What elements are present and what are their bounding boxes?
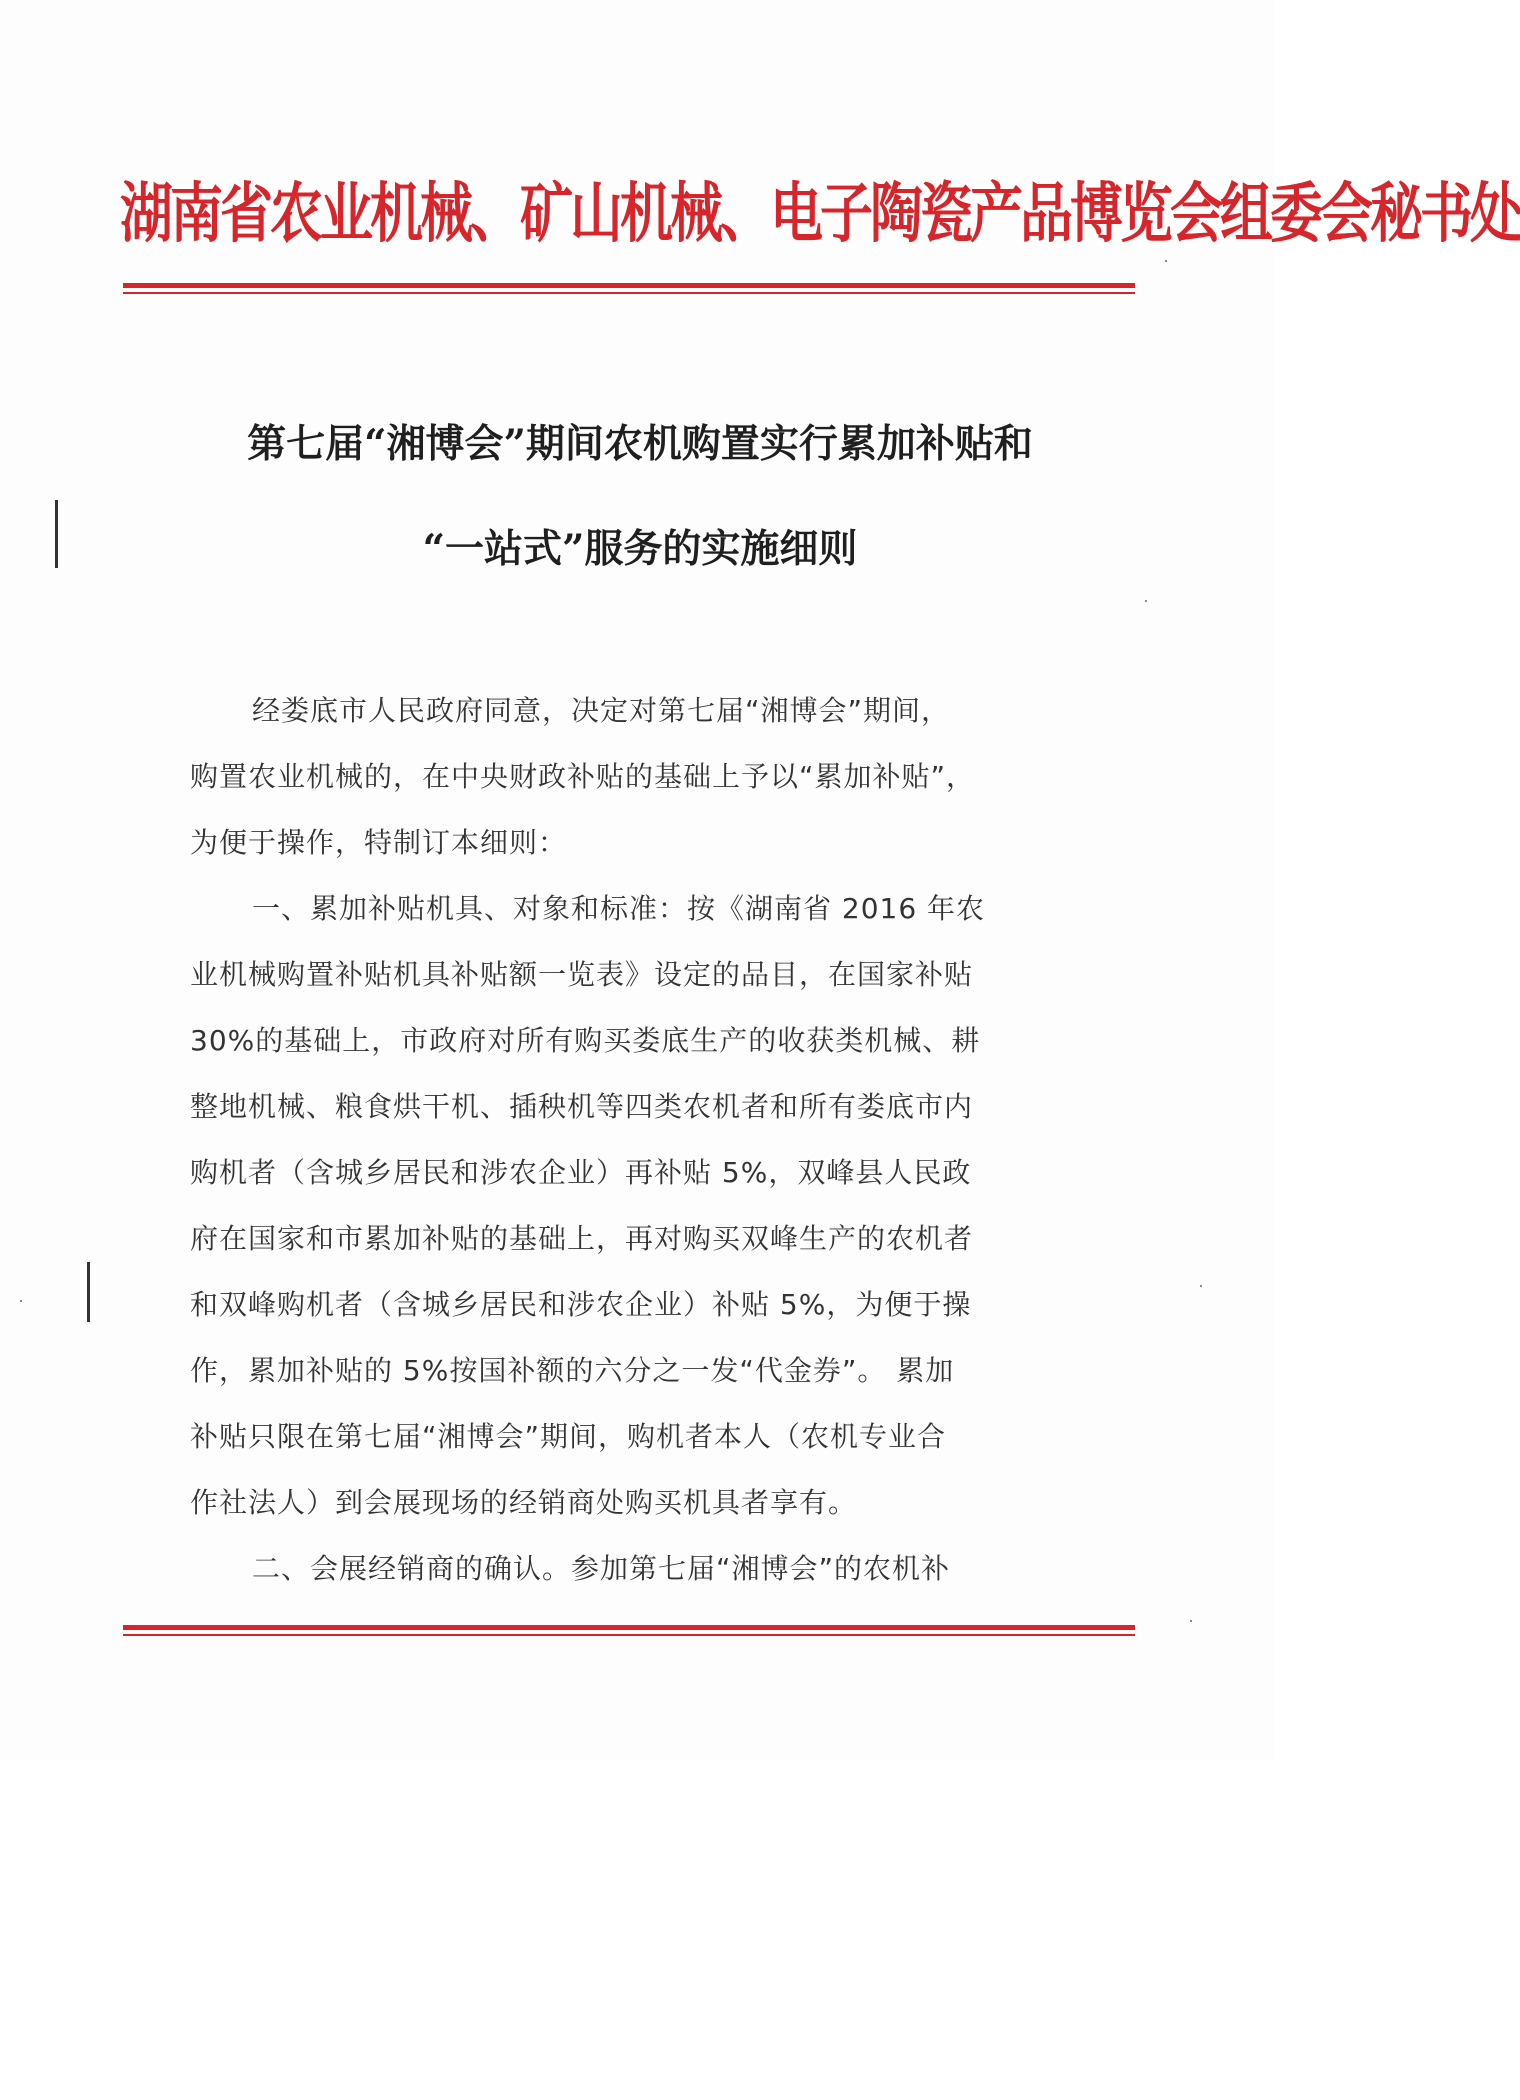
- scan-speck: [1145, 600, 1147, 602]
- body-line: 二、会展经销商的确认。参加第七届“湘博会”的农机补: [252, 1552, 951, 1585]
- footer-rule-top: [123, 1625, 1135, 1630]
- body-line: 整地机械、粮食烘干机、插秧机等四类农机者和所有娄底市内: [190, 1090, 974, 1123]
- scan-speck: [1200, 1285, 1202, 1287]
- body-line: 一、累加补贴机具、对象和标准：按《湖南省 2016 年农: [252, 892, 986, 925]
- scan-speck: [20, 1300, 22, 1302]
- letterhead-rule-bottom: [123, 292, 1135, 294]
- letterhead-rule-top: [123, 283, 1135, 288]
- body-line: 为便于操作，特制订本细则：: [190, 826, 568, 859]
- body-line: 作社法人）到会展现场的经销商处购买机具者享有。: [190, 1486, 858, 1519]
- scan-speck: [1190, 1620, 1192, 1622]
- binding-staple-mark-top: [55, 500, 58, 568]
- letterhead-organization: 湖南省农业机械、矿山机械、电子陶瓷产品博览会组委会秘书处: [120, 177, 1520, 252]
- document-title-line-2: “一站式”服务的实施细则: [422, 526, 858, 572]
- body-line: 购置农业机械的，在中央财政补贴的基础上予以“累加补贴”，: [190, 760, 976, 793]
- body-line: 补贴只限在第七届“湘博会”期间，购机者本人（农机专业合: [190, 1420, 947, 1453]
- footer-rule-bottom: [123, 1634, 1135, 1636]
- document-body: [190, 678, 1080, 1602]
- binding-staple-mark-bottom: [87, 1262, 90, 1322]
- body-line: 和双峰购机者（含城乡居民和涉农企业）补贴 5%，为便于操: [190, 1288, 972, 1321]
- body-line: 经娄底市人民政府同意，决定对第七届“湘博会”期间，: [252, 694, 951, 727]
- body-line: 购机者（含城乡居民和涉农企业）再补贴 5%，双峰县人民政: [190, 1156, 972, 1189]
- scan-speck: [1165, 260, 1167, 262]
- body-line: 府在国家和市累加补贴的基础上，再对购买双峰生产的农机者: [190, 1222, 974, 1255]
- document-title-line-1: 第七届“湘博会”期间农机购置实行累加补贴和: [247, 421, 1033, 467]
- body-line: 业机械购置补贴机具补贴额一览表》设定的品目，在国家补贴: [190, 958, 974, 991]
- body-line: 30%的基础上，市政府对所有购买娄底生产的收获类机械、耕: [190, 1024, 981, 1057]
- body-line: 作，累加补贴的 5%按国补额的六分之一发“代金券”。 累加: [190, 1354, 955, 1387]
